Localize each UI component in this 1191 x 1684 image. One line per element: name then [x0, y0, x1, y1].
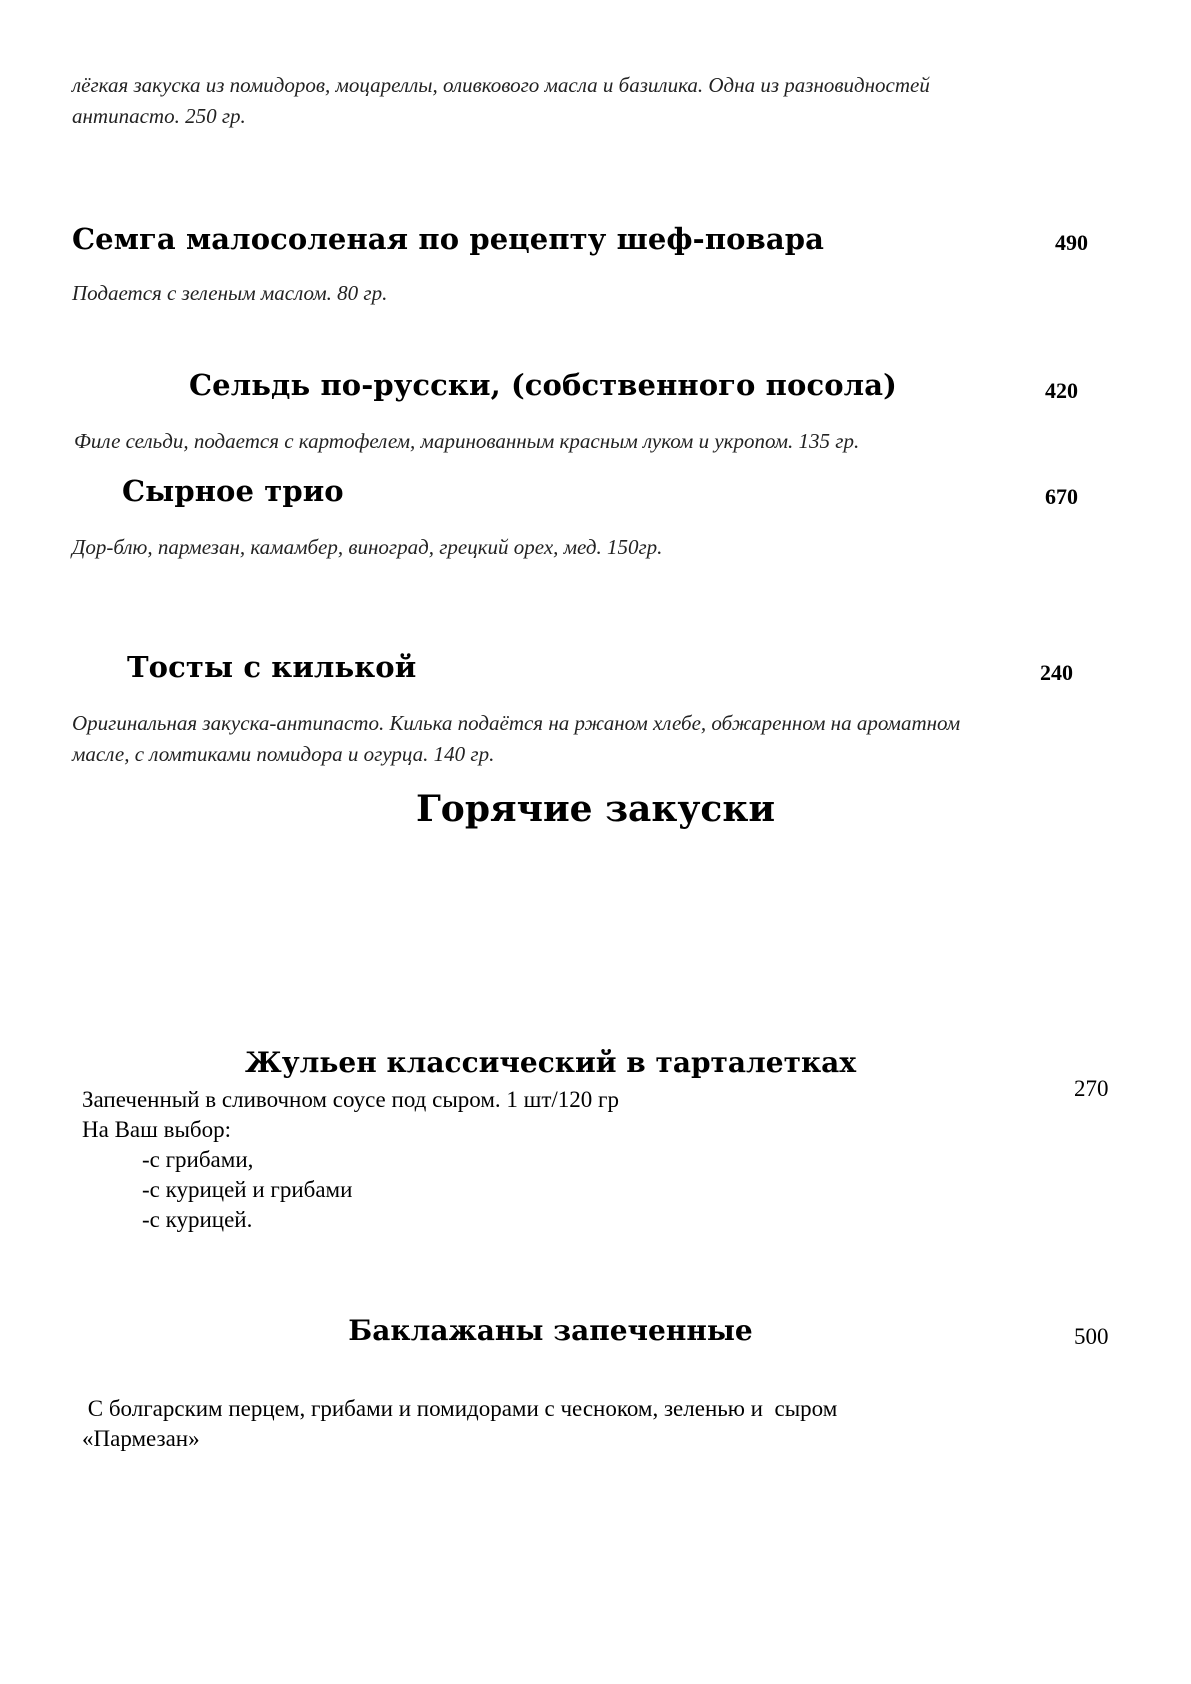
- menu-item-price: 490: [1055, 230, 1088, 255]
- menu-item-title: Тосты с килькой: [127, 650, 417, 684]
- menu-item-description: масле, с ломтиками помидора и огурца. 140 гр.: [72, 742, 495, 766]
- menu-item-description: Оригинальная закуска-антипасто. Килька подаётся на ржаном хлебе, обжаренном на ароматном: [72, 711, 961, 735]
- menu-item-description: Запеченный в сливочном соусе под сыром. 1 шт/120 гр: [82, 1087, 619, 1112]
- option-item: -с курицей.: [142, 1207, 253, 1232]
- menu-item-price: 420: [1045, 378, 1078, 403]
- menu-item-description: С болгарским перцем, грибами и помидорами с чесноком, зеленью и сыром: [82, 1396, 838, 1421]
- option-item: -с курицей и грибами: [142, 1177, 353, 1202]
- menu-item-price: 670: [1045, 484, 1078, 509]
- intro-line-1: лёгкая закуска из помидоров, моцареллы, оливкового масла и базилика. Одна из разновидностей: [72, 73, 930, 97]
- menu-item-title: Сельдь по-русски, (собственного посола): [189, 368, 897, 402]
- menu-item-title: Семга малосоленая по рецепту шеф-повара: [72, 222, 824, 256]
- section-title: Горячие закуски: [415, 788, 776, 830]
- menu-item-description: Дор-блю, пармезан, камамбер, виноград, грецкий орех, мед. 150гр.: [72, 535, 663, 559]
- menu-item-description: «Пармезан»: [82, 1426, 200, 1451]
- menu-item-title: Жульен классический в тарталетках: [244, 1046, 857, 1079]
- intro-line-2: антипасто. 250 гр.: [72, 104, 246, 128]
- menu-item-description: Филе сельди, подается с картофелем, маринованным красным луком и укропом. 135 гр.: [74, 429, 860, 453]
- menu-item-title: Баклажаны запеченные: [348, 1314, 753, 1347]
- choice-label: На Ваш выбор:: [82, 1117, 231, 1142]
- menu-item-price: 270: [1074, 1076, 1109, 1101]
- option-item: -с грибами,: [142, 1147, 254, 1172]
- menu-item-price: 240: [1040, 660, 1073, 685]
- menu-item-price: 500: [1074, 1324, 1109, 1349]
- menu-item-title: Сырное трио: [122, 474, 344, 508]
- menu-item-description: Подается с зеленым маслом. 80 гр.: [72, 281, 388, 305]
